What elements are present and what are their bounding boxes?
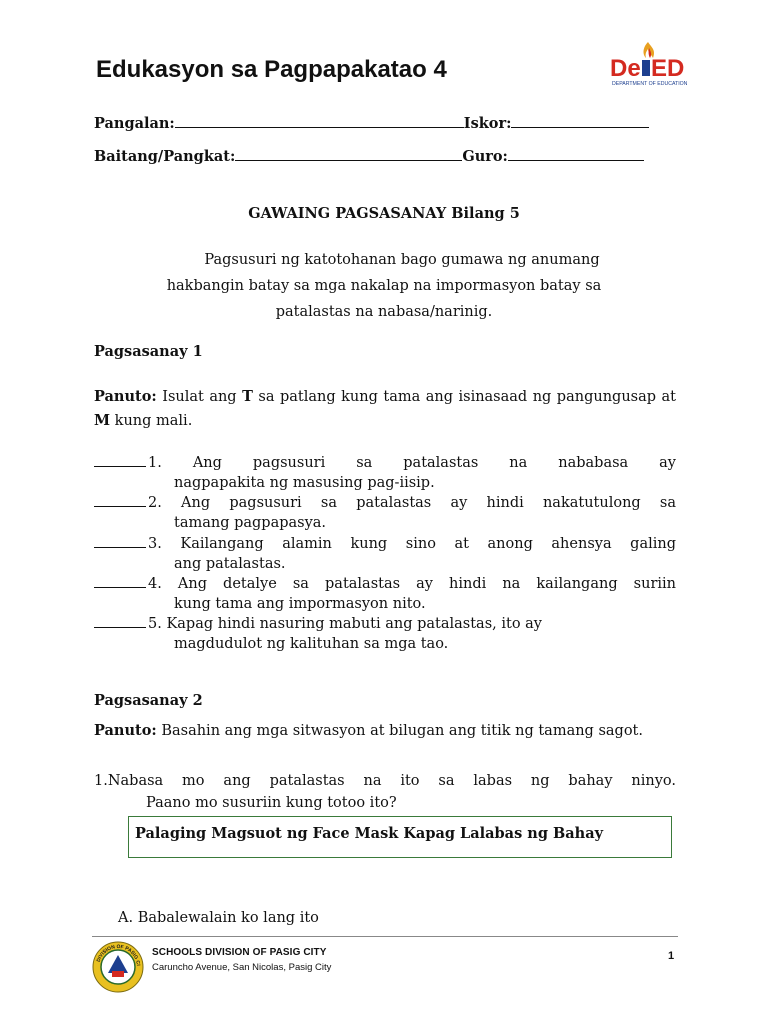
footer-divider xyxy=(92,936,678,937)
deped-logo xyxy=(608,40,704,90)
answer-blank[interactable] xyxy=(94,614,146,628)
answer-blank[interactable] xyxy=(94,534,146,548)
intro-line: Pagsusuri ng katotohanan bago gumawa ng anumang xyxy=(204,252,600,268)
iskor-label: Iskor: xyxy=(463,115,512,132)
deped-logo-graphic xyxy=(608,40,704,90)
item-text: 5. Kapag hindi nasuring mabuti ang patalastas, ito ay xyxy=(148,616,542,632)
item-text-continued: magdudulot ng kalituhan sa mga tao. xyxy=(174,636,449,652)
division-seal xyxy=(92,941,144,993)
footer-address: Caruncho Avenue, San Nicolas, Pasig City xyxy=(152,962,332,973)
item-text: 1. Ang pagsusuri sa patalastas na nababasa ay xyxy=(148,455,676,471)
true-mark: T xyxy=(242,388,253,405)
item-text-continued: kung tama ang impormasyon nito. xyxy=(174,596,426,612)
iskor-blank[interactable] xyxy=(511,113,649,128)
exercise2-heading: Pagsasanay 2 xyxy=(94,692,203,709)
division-seal-graphic xyxy=(92,941,144,993)
question-text: 1.Nabasa mo ang patalastas na ito sa labas ng bahay ninyo. xyxy=(94,773,676,789)
advertisement-box xyxy=(128,816,672,858)
item-text: 2. Ang pagsusuri sa patalastas ay hindi nakatutulong sa xyxy=(148,495,676,511)
guro-blank[interactable] xyxy=(508,146,644,161)
item-text: 3. Kailangang alamin kung sino at anong ahensya galing xyxy=(148,536,676,552)
pangalan-label: Pangalan: xyxy=(94,115,175,132)
document-title: Edukasyon sa Pagpapakatao 4 xyxy=(96,56,447,83)
guro-label: Guro: xyxy=(462,148,508,165)
question-1 xyxy=(94,770,676,814)
grade-teacher-row xyxy=(94,146,644,165)
intro-line: hakbangin batay sa mga nakalap na impormasyon batay sa xyxy=(166,278,602,294)
page-number: 1 xyxy=(668,950,675,962)
advertisement-text: Palaging Magsuot ng Face Mask Kapag Lalabas ng Bahay xyxy=(135,825,604,842)
item-text-continued: nagpapakita ng masusing pag-iisip. xyxy=(174,475,435,491)
baitang-label: Baitang/Pangkat: xyxy=(94,148,236,165)
pangalan-blank[interactable] xyxy=(175,113,464,128)
directions-text: Basahin ang mga sitwasyon at bilugan ang titik ng tamang sagot. xyxy=(156,723,643,739)
svg-text:ED: ED xyxy=(651,55,685,82)
answer-blank[interactable] xyxy=(94,453,146,467)
exercise2-directions xyxy=(94,721,676,741)
directions-text: Isulat ang xyxy=(156,389,243,405)
name-score-row xyxy=(94,113,649,132)
list-item xyxy=(94,614,676,654)
item-text-continued: tamang pagpapasya. xyxy=(174,515,327,531)
svg-text:DEPARTMENT OF EDUCATION: DEPARTMENT OF EDUCATION xyxy=(612,81,688,87)
item-text-continued: ang patalastas. xyxy=(174,556,286,572)
intro-line: patalastas na nabasa/narinig. xyxy=(275,304,493,320)
exercise1-heading: Pagsasanay 1 xyxy=(94,343,203,360)
exercise1-directions xyxy=(94,385,676,433)
false-mark: M xyxy=(94,412,111,429)
footer-organization: SCHOOLS DIVISION OF PASIG CITY xyxy=(152,947,327,958)
activity-intro xyxy=(116,247,652,325)
svg-text:De: De xyxy=(610,55,641,82)
activity-title: GAWAING PAGSASANAY Bilang 5 xyxy=(248,205,520,222)
answer-blank[interactable] xyxy=(94,574,146,588)
list-item xyxy=(94,534,676,574)
directions-text: sa patlang kung tama ang isinasaad ng pangungusap at xyxy=(252,389,676,405)
directions-label: Panuto: xyxy=(94,722,157,739)
item-text: 4. Ang detalye sa patalastas ay hindi na kailangang suriin xyxy=(148,576,676,592)
answer-choice-a[interactable]: A. Babalewalain ko lang ito xyxy=(118,910,319,926)
question-text-continued: Paano mo susuriin kung totoo ito? xyxy=(146,795,397,811)
baitang-blank[interactable] xyxy=(235,146,462,161)
list-item xyxy=(94,493,676,533)
directions-label: Panuto: xyxy=(94,388,157,405)
answer-blank[interactable] xyxy=(94,493,146,507)
directions-text: kung mali. xyxy=(110,413,193,429)
seal-text: DIVISION OF PASIG CI xyxy=(95,943,141,967)
list-item xyxy=(94,453,676,493)
list-item xyxy=(94,574,676,614)
